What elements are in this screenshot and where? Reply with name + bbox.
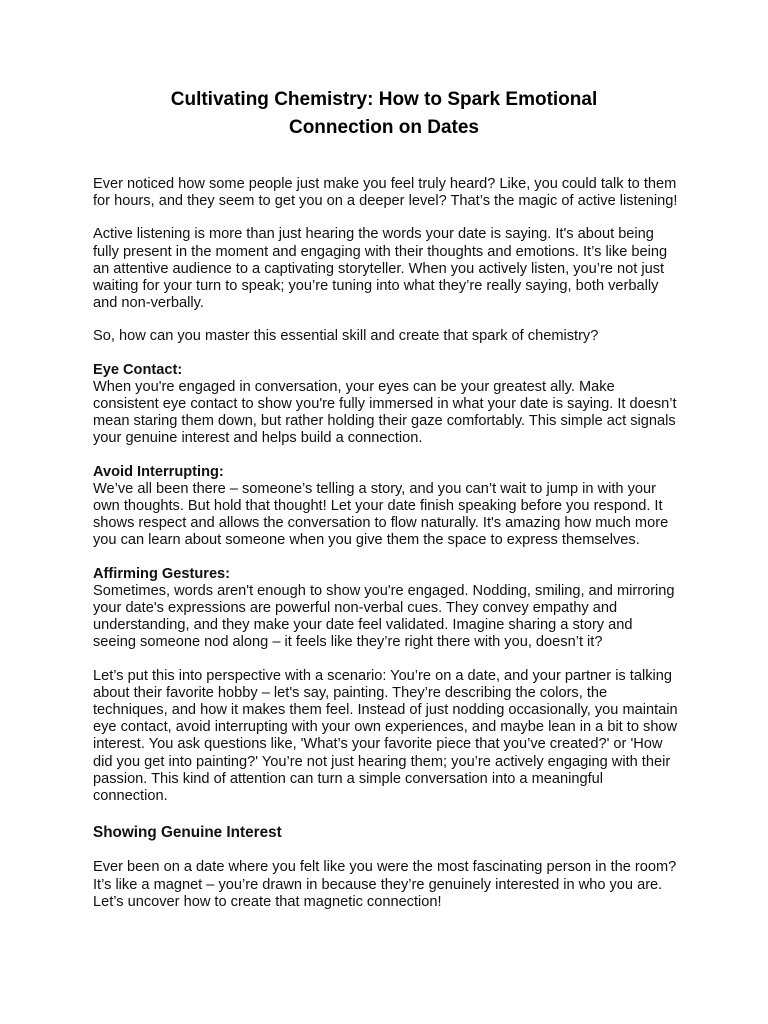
eye-contact-heading: Eye Contact: (93, 361, 183, 378)
affirming-gestures-section (93, 566, 679, 652)
affirming-gestures-heading: Affirming Gestures: (93, 565, 231, 582)
scenario-paragraph: Let’s put this into perspective with a scenario: You’re on a date, and your partner is talking about their favorite hobby – let's say, painting. They’re describing the colors, the techniques, and how it makes them feel. Instead of just nodding occasionally, you maintain eye contact, avoid interrupting with your own experiences, and maybe lean in a bit to show interest. You ask questions like, 'What’s your favorite piece that you’ve created?' or 'How did you get into painting?' You’re not just hearing them; you’re actively engaging with their passion. This kind of attention can turn a simple conversation into a meaningful connection. (93, 667, 678, 805)
question-paragraph: So, how can you master this essential skill and create that spark of chemistry? (93, 328, 599, 345)
title-line-2: Connection on Dates (288, 117, 479, 138)
eye-contact-text: When you're engaged in conversation, your eyes can be your greatest ally. Make consistent eye contact to show you're fully immersed in what your date is saying. It doesn’t mean staring them down, but rather holding their gaze comfortably. This simple act signals your genuine interest and helps build a connection. (93, 378, 677, 447)
section-heading-genuine-interest: Showing Genuine Interest (93, 824, 282, 842)
active-listening-paragraph: Active listening is more than just hearing the words your date is saying. It's about being fully present in the moment and engaging with their thoughts and emotions. It’s like being an attentive audience to a captivating storyteller. When you actively listen, you’re not just waiting for your turn to speak; you’re tuning into what they’re really saying, both verbally and non-verbally. (93, 226, 668, 312)
avoid-interrupting-text: We’ve all been there – someone’s telling a story, and you can’t wait to jump in with your own thoughts. But hold that thought! Let your date finish speaking before you respond. It shows respect and allows the conversation to flow naturally. It's amazing how much more you can learn about someone when you give them the space to express themselves. (93, 480, 669, 549)
intro-paragraph: Ever noticed how some people just make you feel truly heard? Like, you could talk to them for hours, and they seem to get you on a deeper level? That’s the magic of active listening! (93, 176, 678, 210)
avoid-interrupting-section (93, 464, 679, 550)
avoid-interrupting-heading: Avoid Interrupting: (93, 463, 224, 480)
title-line-1: Cultivating Chemistry: How to Spark Emotional (170, 89, 598, 110)
genuine-interest-paragraph: Ever been on a date where you felt like you were the most fascinating person in the room? It’s like a magnet – you’re drawn in because they’re genuinely interested in who you are. Let’s uncover how to create that magnetic connection! (93, 859, 677, 910)
document-body (93, 176, 679, 927)
eye-contact-section (93, 362, 679, 448)
affirming-gestures-text: Sometimes, words aren't enough to show you're engaged. Nodding, smiling, and mirroring your date's expressions are powerful non-verbal cues. They convey empathy and understanding, and they make your date feel validated. Imagine sharing a story and seeing someone nod along – it feels like they’re right there with you, doesn’t it? (93, 582, 675, 651)
document-title (93, 86, 675, 142)
